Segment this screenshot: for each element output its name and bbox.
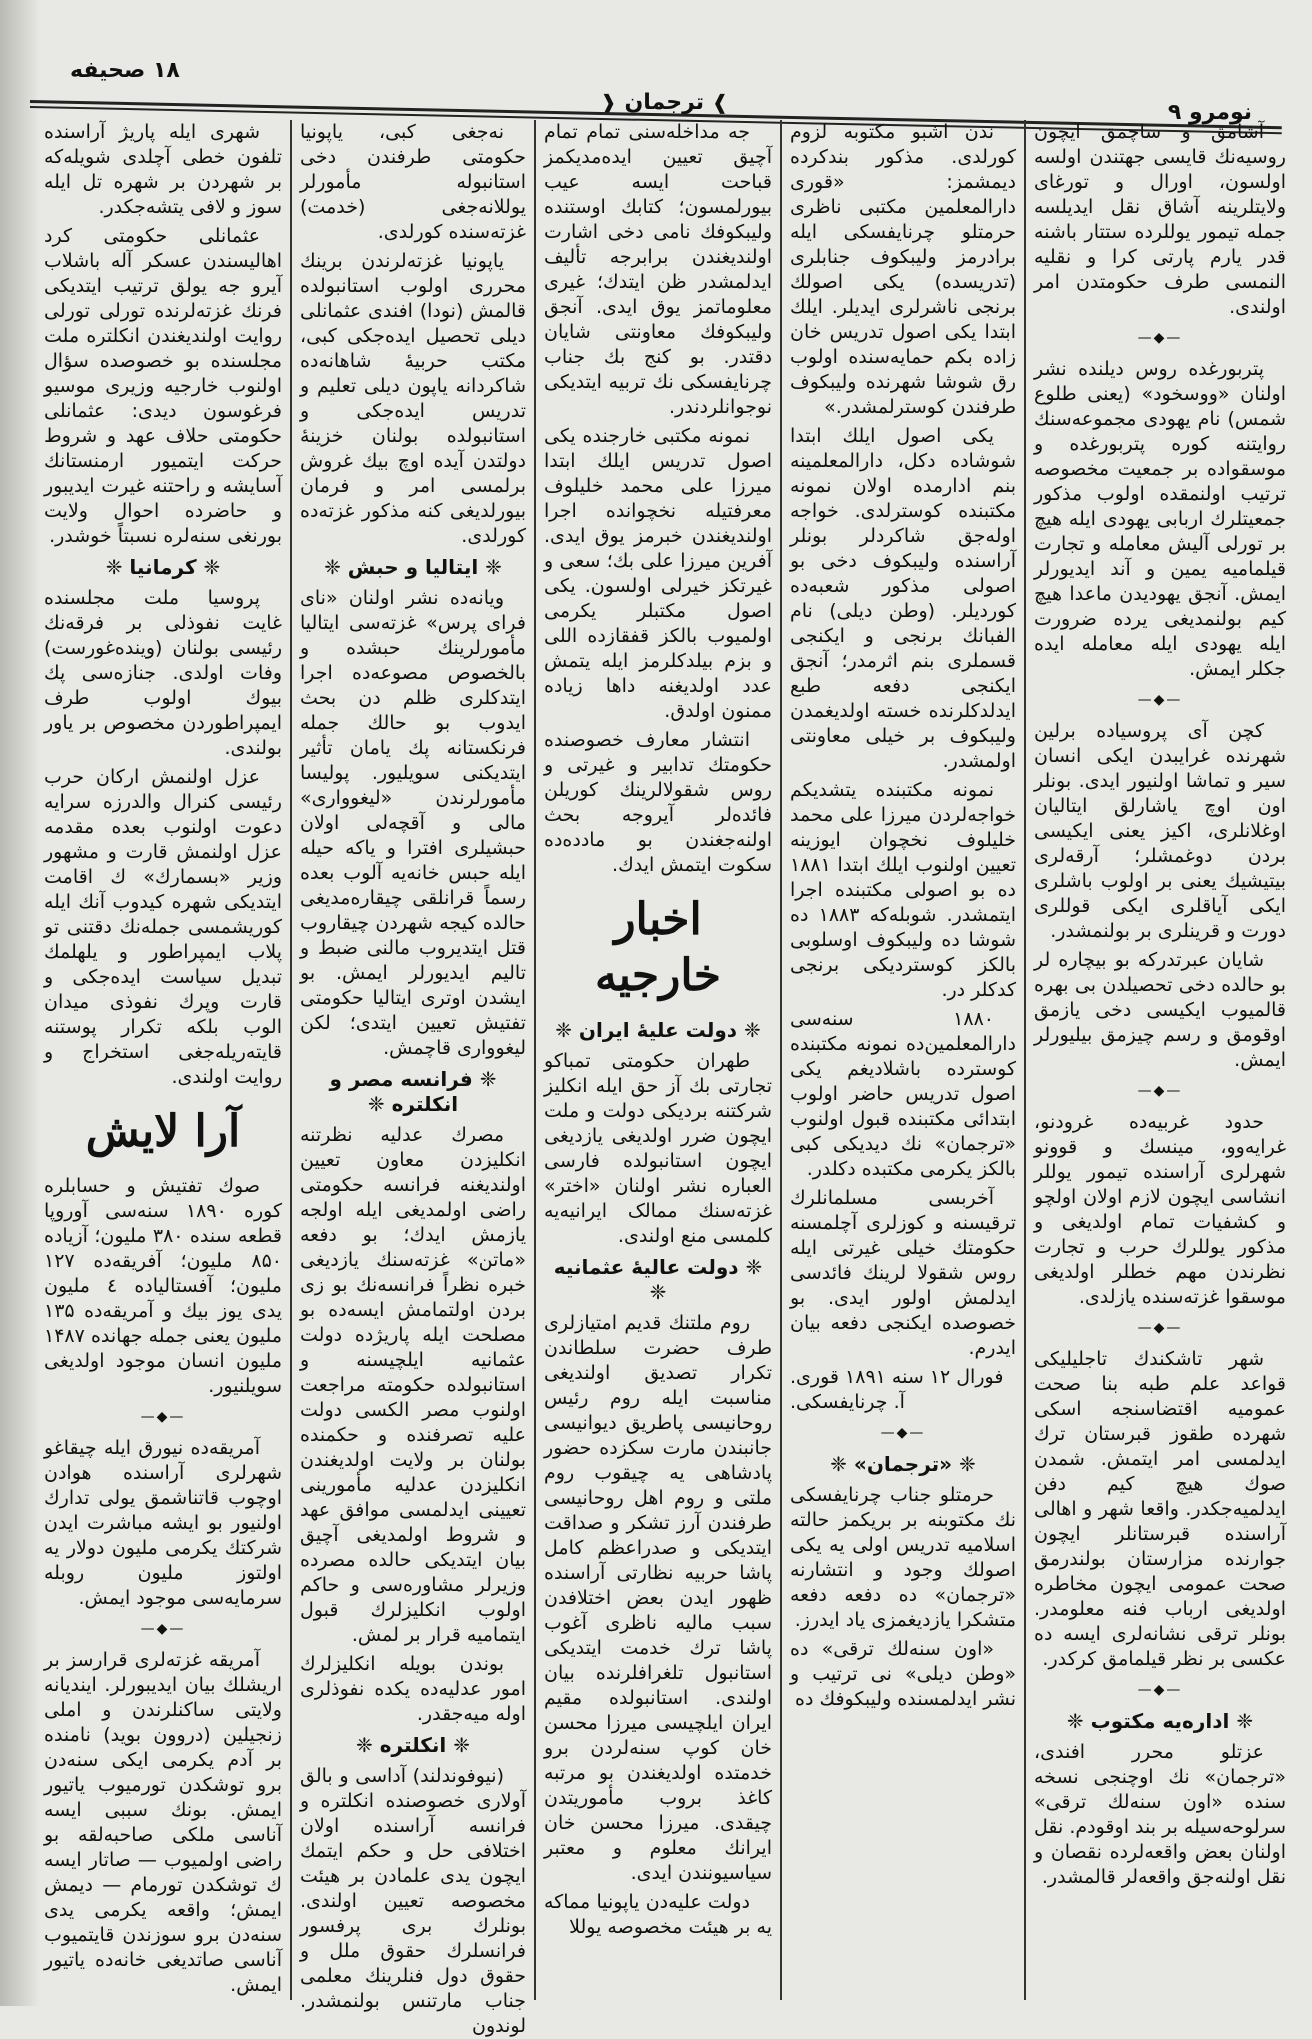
- column-5: [36, 120, 290, 2000]
- article-paragraph: آمریقه غزته‌لری قرارسز بر اریشلك بیان ایدیبورلر. ایندیانه ولایتی ساکنلرندن و املی زنجیلین (دروون بوید) نامنده بر آدم یکرمی ایکی سنه‌دن برو توشکدن تورمیوب یاتیور ایمش. بونك سببی ایسه آناسی ملکی صاحبه‌لقه بو راضی اولمیوب — صاتار ایسه ك توشکدن تورمام — دیمش ایمش؛ واقعه یکرمی یدی سنه‌دن برو سوزندن قایتمیوب آناسی صاتدیغی خانه‌ده یاتیور ایمش.: [44, 1649, 282, 1996]
- article-paragraph: بوندن بویله انکلیزلرك امور عدلیه‌ده یکده نفوذلری اوله میه‌جقدر.: [300, 1653, 526, 1725]
- section-heading-large: اخبار خارجیه: [595, 894, 721, 1001]
- article-heading: ❈ کرمانیا ❈: [105, 555, 221, 579]
- article-heading: ❈ «ترجمان» ❈: [830, 1452, 976, 1476]
- ornament-icon: ❱: [711, 90, 729, 114]
- section-heading-large: آرا لایش: [85, 1106, 241, 1157]
- article-heading: ❈ ایتالیا و حبش ❈: [324, 555, 502, 579]
- ornament-icon: ❰: [600, 90, 617, 114]
- article-paragraph: طهران حکومتی تمباکو تجارتی بك آز حق ایله انکلیز شرکتنه بردیکی دولت و ملت ایچون ضرر اولدیغی یازدیغی ایچون استانبولده فارسی العباره نشر اولنان «اختر» غزته‌سنك ممالک ایرانیه‌یه کلمسی منع اولندی.: [544, 1050, 772, 1247]
- article-heading: ❈ دولت عالیهٔ عثمانیه ❈: [553, 1255, 763, 1304]
- section-separator: —◆—: [880, 1425, 926, 1441]
- article-paragraph: دولت علیه‌دن یاپونیا مماکه یه بر هیئت مخصوصه یوللا: [544, 1891, 772, 1938]
- article-heading: ❈ دولت علیهٔ ایران ❈: [555, 1018, 761, 1042]
- article-paragraph: یکی اصول ایلك ابتدا شوشاده دکل، دارالمعلمینه بنم ادارمده اولان نمونه مکتبنده کوسترلدی. خواجه اولەجق شاکردلر بونلر آراسنده ولیبکوف دخی بو اصولی مذکور شعبه‌ده کوردیلر. (وطن دیلی) نام الفبانك برنجی و ایکنجی قسملری بنم اثرمدر؛ آنجق ایکنجی دفعه طبع ایدلدکلرنده خسته اولدیغمدن ولیبکوف بر خیلی معاونتی اولمشدر.: [790, 425, 1016, 772]
- article-paragraph: نه‌جغی کبی، یاپونیا حکومتی طرفندن دخی استانبوله مأمورلر یوللانه‌جغی (خدمت) غزته‌سنده کورلدی.: [300, 121, 526, 243]
- article-paragraph: حرمتلو جناب چرنایفسکی نك مکتوبنه بر بریکمز حالته اسلامیه تدریس اولی یه یکی اصولك وجود و انتشارنه «ترجمان» ده دفعه دفعه متشکرا یازدیغمزی یاد ایدرز.: [790, 1484, 1016, 1631]
- article-paragraph: فورال ۱۲ سنه ۱۸۹۱ قوری. آ. چرنایفسکی.: [790, 1366, 1004, 1413]
- column-1: [1024, 120, 1294, 2000]
- section-separator: —◆—: [1137, 330, 1183, 346]
- article-paragraph: انتشار معارف خصوصنده حکومتك تدابیر و غیرتی و روس شقولالرینك کوریلن فائده‌لر آیروجه بحث اولنه‌جغندن بو مادده‌ده سکوت ایتمش ایدك.: [544, 729, 772, 876]
- issue-number: نومرو ۹: [1167, 100, 1252, 125]
- article-paragraph: پروسیا ملت مجلسنده غایت نفوذلی بر فرقه‌نك رئیسی بولنان (وینده‌غورست) وفات اولدی. جنازه‌سی پك بیوك اولوب طرف ایمپراطوردن مخصوص بر یاور بولندی.: [44, 587, 282, 759]
- article-paragraph: «اون سنه‌لك ترقی» ده «وطن دیلی» نی ترتیب و نشر ایدلمسنده ولیبکوفك ده: [790, 1638, 1016, 1710]
- scan-edge: [0, 0, 40, 2006]
- column-2: [780, 120, 1024, 2000]
- article-paragraph: شهر تاشکندك تاجلیلیکی قواعد علم طبه بنا صحت عمومیه اقتضاسنجه اسکی شهرده طقوز قبرستان ترك ایدلمسی امر ایتمش. شمدن صوك هیچ کیم دفن ایدلمیه‌جکدر. واقعا شهر و اهالی آراسنده قبرستانلر ایچون جوارنده مزارستان بولندرمق صحت عمومی ایچون مخاطره اولدیغی ارباب فنه معلومدر. بونلر ترقی نشانه‌لری ایسه ده عکسی بر نظر قیلمامق کرکدر.: [1034, 1348, 1286, 1670]
- article-columns: [36, 120, 1294, 2037]
- section-separator: —◆—: [1137, 692, 1183, 708]
- section-separator: —◆—: [140, 1409, 186, 1425]
- article-paragraph: ویانه‌ده نشر اولنان «نای فرای پرس» غزته‌سی ایتالیا مأمورلرینك حبشده و بالخصوص مصوعه‌ده اجرا ایتدکلری ظلم دن بحث ایدوب بو حالك جمله فرنکستانه پك یامان تأثیر ایتدیکنی سویلیور. پولیسا مأمورلرندن «لیغوواری» مالی و آقچه‌لی اولان حبشیلری افترا و یاکه حیله ایله حبس خانه‌یه آلوب بعده رسماً قرانلقی چیقاره‌مدیغی حالده کیجه شهردن چیقاروب قتل ایتدیروب مالنی ضبط و تالیم ایدیورلر ایمش. بو ایشدن اوتری ایتالیا حکومتی تفتیش تعیین ایتدی؛ لکن لیغوواری قاچمش.: [300, 587, 526, 1059]
- article-paragraph: آمریقه‌ده نیورق ایله چیقاغو شهرلری آراسنده هوادن اوچوب قاتناشمق یولی تدارك اولنیور بو ایشه مباشرت ایدن شرکتك یکرمی ملیون دولار یه‌ اولتوز ملیون روبله سرمایه‌سی موجود ایمش.: [44, 1437, 282, 1609]
- article-paragraph: صوك تفتیش و حسابلره کوره ۱۸۹۰ سنه‌سی آوروپا قطعه سنده ۳۸۰ ملیون؛ آزیاده ۸۵۰ ملیون؛ آفریقه‌ده ۱۲۷ ملیون؛ آفستالیاده ٤ ملیون یدی یوز بیك و آمریقه‌ده ۱۳۵ ملیون یعنی جمله جهانده ۱۴۸۷ ملیون انسان موجود اولدیغی سویلنیور.: [44, 1175, 283, 1397]
- article-paragraph: عزل اولنمش ارکان حرب رئیسی کنرال والدرزه سرایه دعوت اولنوب بعده مقدمه عزل اولنمش قارت و مشهور وزیر «بسمارك» ك اقامت ایتدیکی شهره کیدوب آنك ایله کوریشمسی جمله‌نك دقتنی تو پلاب ایمپراطور و یلهلمك تبدیل سیاست ایده‌جکی و قارت وپرك نفوذی میدان الوب بلکه تکرار پوستنه قایته‌ریله‌جغی استخراج و روایت اولندی.: [44, 766, 282, 1088]
- article-paragraph: روم ملتنك قدیم امتیازلری طرف حضرت سلطاندن تکرار تصدیق اولندیغی مناسبت ایله روم رئیس روحانیسی پاطریق دیوانیسی جانبندن مارت سکزده حضور پادشاهی یه چیقوب روم ملتی و روم اهل روحانیسی طرفندن آرز تشکر و صداقت ایتدیکی و صدراعظم کامل پاشا حربیه نظارتی آراسنده ظهور ایدن بعض اختلافدن سبب مالیه ناظری آغوب پاشا ترك خدمت ایتدیکی استانبول تلغرافلرنده بیان اولندی. استانبولده مقیم ایران ایلچیسی میرزا محسن خان کوپ سنه‌لردن برو خدمتده اولدیغندن بو مرتبه کاغذ بروب مأموریتدن چیقدی. میرزا محسن خان ایرانك معلوم و معتبر سیاسیونندن ایدی.: [544, 1312, 772, 1884]
- article-heading: ❈ انکلتره ❈: [355, 1733, 470, 1757]
- section-separator: —◆—: [1137, 1083, 1183, 1099]
- article-paragraph: حدود غربیه‌ده غرودنو، غرایه‌وو، مینسك و قوونو شهرلری آراسنده تیمور یوللر انشاسی ایچون لازم اولان اولچو و کشفیات تمام اولدیغی و مذکور یوللرك حرب و تجارت نظرندن مهم خطلر اولدیغی موسقوا غزته‌سنده یازلدی.: [1034, 1111, 1286, 1308]
- article-paragraph: جه مداخله‌سنی تمام تمام آچیق تعیین ایده‌مدیکمز قباحت ایسه عیب بیورلمسون؛ کتابك اوستنده ولیبکوفك نامی دخی اشارت اولندیغندن برابرجه تألیف ایدلمشدر ظن ایتدك؛ غیری معلوماتمز یوق ایدی. آنجق ولیبکوفك معاونتی شایان دقتدر. بو کنج بك جناب چرنایفسکی نك تربیه ایتدیکی نوجوانلردندر.: [544, 121, 772, 418]
- section-separator: —◆—: [140, 1621, 186, 1637]
- article-paragraph: (نیوفوندلند) آداسی و بالق آولاری خصوصنده انکلتره و فرانسه آراسنده اولان اختلافی حل و حکم ایتمك ایچون یدی علمادن بر هیئت مخصوصه تعیین اولندی. بونلرك بری پرفسور فرانسلرك حقوق ملل و حقوق دول فنلرینك معلمی جناب مارتنس بولنمشدر. لوندون: [300, 1765, 526, 2037]
- column-3: [534, 120, 780, 2000]
- article-paragraph: نمونه مکتبی خارجنده یکی اصول تدریس ایلك ابتدا میرزا علی محمد خلیلوف معرفتیله نخچوانده اجرا اولندیغندن خبرمز یوق ایدی. آفرین میرزا علی بك؛ سعی و غیرتکز خیرلی اولسون. یکی اصول مکتبلر یکرمی اولمیوب بالکز قفقازده اللی و بزم بیلدکلرمز ایله یتمش عدد اولدیغنه داها زیاده ممنون اولدق.: [544, 425, 772, 722]
- article-paragraph: عثمانلی حکومتی کرد اهالیسندن عسکر آله باشلاب آیرو جه یولق ترتیب ایتدیکی فرنك غزته‌لرنده تورلی تورلی روایت اولندیغندن انکلتره ملت مجلسنده بو خصوصده سؤال اولنوب خارجیه وزیری موسیو فرغوسون دیدی: عثمانلی حکومتی حلاف عهد و شروط حرکت ایتمیور ارمنستانك آسایشه و راحتنه غیرت ایدیبور و حاضرده احوال ولایت بورنغی سنه‌لره نسبتاً خوشدر.: [44, 225, 282, 547]
- article-paragraph: آشامق و ساچمق ایچون روسیه‌نك قایسی جهتندن اولسه اولسون، اورال و تورغای ولایتلرینه آشاق نقل ایدیلسه جمله تیمور یوللرده ستتار باشنه قدر یارم پارتی کرا و نقلیه النمسی طرف حکومتدن امر اولندی.: [1034, 121, 1286, 318]
- masthead: [600, 90, 728, 115]
- article-paragraph: مصرك عدلیه نظرتنه انکلیزدن معاون تعیین اولندیغنه فرانسه حکومتی راضی اولمدیغی ایله اولجه یازمش ایدك؛ بو دفعه «ماتن» غزته‌سنك یازدیغی خبره نظراً فرانسه‌نك بو زی بردن اولتمامش ایسه‌ده بو مصلحت ایله پاریژده دولت عثمانیه ایلچیسنه و استانبولده حکومته مراجعت اولنوب مصر الکسی دولت علیه تصرفنده و حکمنده بولنان بر ولایت اولدیغندن انکلیزدن عدلیه مأمورینی تعیینی ایدلمسی موافق عهد و شروط اولمدیغی آچیق بیان ایتدیکی حالده مصرده وزیرلر مشاوره‌سی و حاکم اولوب انکلیزلرك قبول ایتمامیه قرار بر لمش.: [300, 1124, 526, 1646]
- article-paragraph: شایان عبرتدرکه بو بیچاره لر بو حالده دخی تحصیلدن بی بهره قالمیوب ایکیسی دخی یازمق اوقومق و رسم چیزمق بیلیورلر ایمش.: [1034, 949, 1286, 1071]
- article-paragraph: شهری ایله پاریژ آراسنده تلفون خطی آچلدی شویله‌که بر شهردن بر شهره تل ایله سوز و لافی یتشه‌جکدر.: [44, 121, 282, 218]
- article-paragraph: ۱۸۸۰ سنه‌سی دارالمعلمین‌ده نمونه مکتبنده کوسترده باشلادیغم یکی اصول تدریس حاضر اولوب ابتدائی مکتبنده قبول اولنوب «ترجمان» نك دیدیکی کبی بالکز یکرمی مکتبده دکلدر.: [790, 1008, 1016, 1180]
- newspaper-title: ترجمان: [624, 90, 705, 115]
- section-separator: —◆—: [1137, 1320, 1183, 1336]
- column-4: [290, 120, 534, 2037]
- article-paragraph: یاپونیا غزته‌لرندن برینك محرری اولوب استانبولده قالمش (نودا) افندی عثمانلی دیلی تحصیل ایده‌جکی کبی، مکتب حربیهٔ شاهانه‌ده شاکردانه یاپون دیلی تعلیم و تدریس ایده‌جکی و استانبولده بولنان خزینهٔ دولتدن آیده اوچ بیك غروش برلمسی امر و فرمان بیورلدیغی کنه مذکور غزته‌ده کورلدی.: [300, 250, 526, 547]
- article-paragraph: کچن آی پروسیاده برلین شهرنده غرایبدن ایکی انسان سیر و تماشا اولنیور ایدی. بونلر اون اوچ یاشارلق ایتالیان اوغلانلری، اکیز یعنی ایکیسی بردن دوغمشلر؛ آرقه‌لری بیتیشیك یعنی بر اولوب باشلری ایکی آیاقلری ایکی قوللری دورت و قرینلری بر بولنمشدر.: [1034, 720, 1286, 942]
- page-number: ۱۸ صحیفه: [70, 58, 180, 83]
- article-paragraph: پتربورغده روس دیلنده نشر اولنان «ووسخود» (یعنی طلوع شمس) نام یهودی مجموعه‌سنك روایتنه کوره پتربورغده و موسقواده بر جمعیت مخصوصه ترتیب اولنمقده اولوب مذکور جمعیتلرك اربابی یهودی ایله هیچ بر تورلی آلیش معامله و تجارت قیلمامیه یمین و آند ایدیورلر ایمش. آنجق یهودیدن ماعدا هیچ کیم بولنمدیغی یرده ضرورت ایله یهودی ایله معامله ایده جکلر ایمش.: [1034, 358, 1286, 680]
- article-paragraph: آخربسی مسلمانلرك ترقیسنه و کوزلری آچلمسنه حکومتك خیلی غیرتی ایله روس شقولا لرینك فائدسی ایدلمش اولور ایدی. بو خصوصده ایکنجی دفعه بیان ایدرم.: [790, 1187, 1016, 1359]
- article-heading: ❈ اداره‌یه مکتوب ❈: [1066, 1709, 1254, 1733]
- article-paragraph: ندن اشبو مکتوبه لزوم کورلدی. مذکور بندکرده دیمشمز: «قوری دارالمعلمین مکتبی ناظری حرمتلو چرنایفسکی ایله برادرمز ولیبکوف جنابلری (تدریسده) یکی اصولك برنجی ناشرلری ایدیلر. ایلك ابتدا یکی اصول تدریس خان زاده بکم حمایه‌سنده اولوب رق شوشا شهرنده ولیبکوف طرفندن کوسترلمشدر.»: [790, 121, 1016, 418]
- article-heading: ❈ فرانسه مصر و انکلتره ❈: [329, 1067, 497, 1116]
- section-separator: —◆—: [1137, 1682, 1183, 1698]
- article-paragraph: نمونه مکتبنده یتشدیکم خواجه‌لردن میرزا علی محمد خلیلوف نخچوان ایوزینه تعیین اولنوب ایلك ابتدا ۱۸۸۱ ده بو اصولی مکتبنده اجرا ایتمشدر. شوبله‌که ۱۸۸۳ ده شوشا ده ولیبکوف اوسلوبی بالکز کوستردیکی برنجی کدکلر در.: [790, 779, 1016, 1001]
- article-paragraph: عزتلو محرر افندی، «ترجمان» نك اوچنجی نسخه سنده «اون سنه‌لك ترقی» سرلوحه‌سیله بر بند اوقودم. نقل اولنان بعض واقعه‌لرده نقصان و نقل اولنه‌جق واقعه‌لر قالمشدر.: [1034, 1741, 1286, 1888]
